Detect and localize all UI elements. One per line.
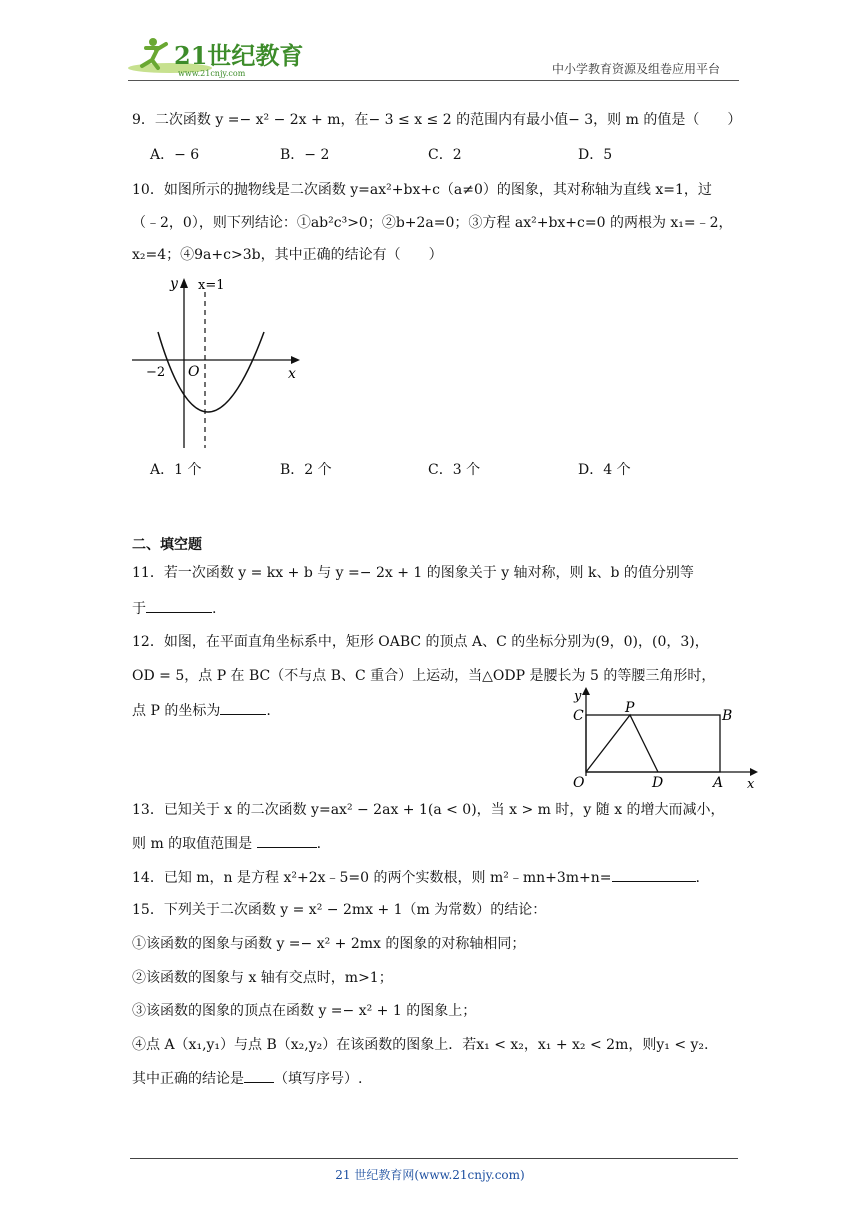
q11-line-2	[132, 598, 216, 619]
q9-option-b: B．− 2	[280, 147, 330, 163]
site-logo	[128, 34, 304, 80]
q15-statement-3: ③该函数的图象的顶点在函数 y =− x² + 1 的图象上；	[132, 1003, 477, 1019]
q9-option-a: A．− 6	[150, 147, 200, 163]
q10-option-d: D．4 个	[578, 462, 631, 478]
q15-statement-1: ①该函数的图象与函数 y =− x² + 2mx 的图象的对称轴相同；	[132, 936, 526, 952]
q12-c-label: C	[573, 708, 584, 724]
q14-answer-blank[interactable]	[612, 867, 696, 882]
q12-p-label: P	[625, 700, 635, 716]
q12-o-label: O	[573, 775, 585, 791]
q10-option-c: C．3 个	[428, 462, 481, 478]
q15-statement-2: ②该函数的图象与 x 轴有交点时，m>1；	[132, 970, 393, 986]
q10-symmetry-label: x=1	[198, 278, 225, 293]
q15-line-1: 15．下列关于二次函数 y = x² − 2mx + 1（m 为常数）的结论：	[132, 902, 547, 918]
section-fill-in-heading: 二、填空题	[132, 537, 202, 553]
q12-rectangle-figure	[566, 684, 762, 792]
q13-answer-blank[interactable]	[257, 833, 317, 848]
q12-x-arrow	[750, 768, 758, 776]
q15-prefix: 其中正确的结论是	[132, 1071, 244, 1087]
q12-y-label: y	[574, 689, 582, 704]
q14-prefix: 14．已知 m，n 是方程 x²+2x﹣5=0 的两个实数根，则 m²﹣mn+3m+n=	[132, 870, 612, 886]
q12-suffix: .	[266, 703, 271, 719]
q11-line-1: 11．若一次函数 y = kx + b 与 y =− 2x + 1 的图象关于 y 轴对称，则 k、b 的值分别等	[132, 565, 694, 581]
q10-option-b: B．2 个	[280, 462, 332, 478]
q10-line-2: （﹣2，0），则下列结论：①ab²c³>0；②b+2a=0；③方程 ax²+bx+c=0 的两根为 x₁=﹣2，	[132, 215, 733, 231]
q11-prefix: 于	[132, 601, 146, 617]
footer-divider	[130, 1158, 738, 1159]
logo-url: www.21cnjy.com	[178, 69, 246, 78]
q13-line-1: 13．已知关于 x 的二次函数 y=ax² − 2ax + 1(a < 0)，当 x > m 时，y 随 x 的增大而减小，	[132, 802, 725, 818]
q10-line-1: 10．如图所示的抛物线是二次函数 y=ax²+bx+c（a≠0）的图象，其对称轴为直线 x=1，过	[132, 182, 712, 198]
q12-y-arrow	[582, 687, 590, 695]
q15-statement-4: ④点 A（x₁,y₁）与点 B（x₂,y₂）在该函数的图象上．若x₁ < x₂，x₁ + x₂ < 2m，则y₁ < y₂.	[132, 1037, 709, 1053]
q12-line-3	[132, 700, 271, 721]
q12-x-label: x	[747, 777, 755, 792]
q15-suffix: （填写序号）.	[274, 1071, 363, 1087]
q9-stem: 9．二次函数 y =− x² − 2x + m，在− 3 ≤ x ≤ 2 的范围内有最小值− 3，则 m 的值是（ ）	[132, 112, 742, 128]
q15-answer-blank[interactable]	[244, 1068, 274, 1083]
q9-option-c: C．2	[428, 147, 462, 163]
q12-triangle-odp	[586, 715, 658, 772]
q10-option-a: A．1 个	[150, 462, 202, 478]
q10-x-arrow	[291, 356, 300, 364]
header-platform-text: 中小学教育资源及组卷应用平台	[551, 62, 720, 76]
q13-line-2	[132, 833, 321, 854]
q12-d-label: D	[652, 775, 664, 791]
q12-b-label: B	[722, 708, 733, 724]
q10-line-3: x₂=4；④9a+c>3b，其中正确的结论有（ ）	[132, 247, 443, 263]
q12-prefix: 点 P 的坐标为	[132, 703, 221, 719]
runner-logo-icon	[128, 34, 304, 80]
q9-option-d: D．5	[578, 147, 613, 163]
q15-last-line	[132, 1068, 362, 1089]
q14-suffix: .	[695, 870, 700, 886]
q13-suffix: .	[316, 836, 322, 852]
q13-prefix: 则 m 的取值范围是	[132, 836, 253, 852]
logo-text: 21世纪教育	[174, 41, 304, 70]
q10-neg2-label: −2	[146, 365, 166, 380]
q10-x-label: x	[288, 366, 296, 382]
q10-y-label: y	[170, 276, 178, 292]
q14-line	[132, 867, 700, 888]
q12-a-label: A	[713, 775, 724, 791]
q11-answer-blank[interactable]	[146, 598, 212, 613]
footer-site-link[interactable]: 21 世纪教育网(www.21cnjy.com)	[335, 1168, 525, 1182]
q11-suffix: .	[212, 601, 217, 617]
q12-line-1: 12．如图，在平面直角坐标系中，矩形 OABC 的顶点 A、C 的坐标分别为(9，0)，(0，3)，	[132, 634, 709, 650]
q12-answer-blank[interactable]	[220, 700, 266, 715]
q10-origin-label: O	[188, 364, 200, 380]
q12-rectangle-oabc	[586, 715, 720, 772]
header-divider	[128, 80, 739, 81]
q10-parabola-figure	[128, 272, 308, 452]
q10-parabola-curve	[158, 332, 264, 412]
q10-y-arrow	[180, 278, 188, 288]
q12-line-2: OD = 5，点 P 在 BC（不与点 B、C 重合）上运动，当△ODP 是腰长为 5 的等腰三角形时，	[132, 668, 716, 684]
